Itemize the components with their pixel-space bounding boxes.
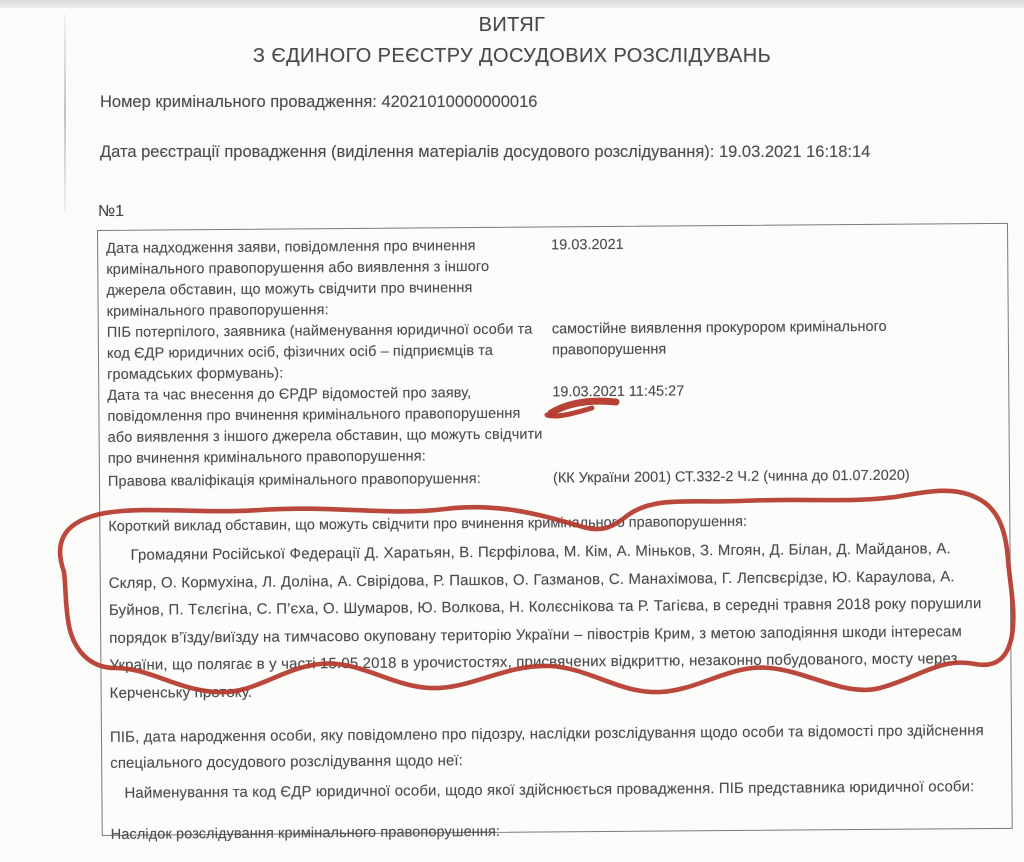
case-number-label: Номер кримінального провадження: xyxy=(100,93,377,111)
scan-top-edge xyxy=(0,0,1024,8)
table-row xyxy=(107,379,999,470)
row-value-legal-qualification: (КК України 2001) СТ.332-2 Ч.2 (чинна до 01.07.2020) xyxy=(552,467,910,487)
summary-section-header: Короткий виклад обставин, що можуть свідчити про вчинення кримінального правопорушення: xyxy=(108,513,748,535)
row-value-erdr-entry: 19.03.2021 11:45:27 xyxy=(552,383,685,401)
registration-label: Дата реєстрації провадження (виділення матеріалів досудового розслідування): xyxy=(100,143,715,161)
row-label-suspect: ПІБ, дата народження особи, яку повідомлено про підозру, наслідки розслідування щодо особи та відомості про здійснення спеціального досудового розслідування щодо неї: xyxy=(109,722,984,772)
table-row xyxy=(106,232,998,323)
row-label-victim: ПІБ потерпілого, заявника (найменування юридичної особи та код ЄДР юридичних осіб, фізичних осіб – підприємців та громадських формувань): xyxy=(106,321,533,383)
document-title xyxy=(0,10,1024,72)
row-label-intake-date: Дата надходження заяви, повідомлення про вчинення кримінального правопорушення або виявлення з іншого джерела обставин, що можуть свідчити про вчинення кримінального правопорушення: xyxy=(106,238,490,320)
record-number: №1 xyxy=(98,203,125,220)
table-row xyxy=(110,718,1001,777)
case-number-value: 42021010000000016 xyxy=(381,93,538,111)
case-number-line xyxy=(100,93,537,112)
row-label-legal-qualification: Правова кваліфікація кримінального правопорушення: xyxy=(107,470,481,490)
title-line-1: ВИТЯГ xyxy=(478,14,546,36)
title-line-2: З ЄДИНОГО РЕЄСТРУ ДОСУДОВИХ РОЗСЛІДУВАНЬ xyxy=(252,45,772,67)
table-row xyxy=(111,818,1002,846)
row-value-victim: самостійне виявлення прокурором кримінального правопорушення xyxy=(551,318,887,359)
row-label-erdr-entry: Дата та час внесення до ЄРДР відомостей про заяву, повідомлення про вчинення кримінального правопорушення або виявлення з іншого джерела обставин, що можуть свідчити про вчинення кримінального правопорушення: xyxy=(107,385,543,467)
table-row xyxy=(108,465,999,493)
row-label-outcome: Наслідок розслідування кримінального правопорушення: xyxy=(110,823,501,843)
registration-datetime: 19.03.2021 16:18:14 xyxy=(718,143,871,161)
table-row xyxy=(107,316,998,386)
registration-line xyxy=(100,138,1002,167)
summary-paragraph: Громадяни Російської Федерації Д. Харатьян, В. Пєрфілова, М. Кім, А. Міньков, З. Мгоян, Д. Білан, Д. Майданов, А. Скляр, О. Кормухіна, Л. Доліна, А. Свірідова, Р. Пашков, О. Газманов, С. Манахімова, Г. Лепсвєрідзе, Ю. Караулова, А. Буйнов, П. Тєлєгіна, С. П’єха, О. Шумаров, Ю. Волкова, Н. Колєснікова та Р. Тагієва, в середні травня 2018 року порушили порядок в’їзду/виїзду на тимчасово окуповану територію України – півострів Крим, з метою заподіяння шкоди інтересам України, що полягає в у часті 15.05.2018 в урочистостях, присвячених відкриттю, незаконно побудованого, мосту через Керченську протоку. xyxy=(108,540,982,702)
row-value-intake-date: 19.03.2021 xyxy=(551,236,624,254)
table-row xyxy=(110,774,1001,807)
case-details-table xyxy=(97,223,1013,843)
row-label-legal-entity: Найменування та код ЄДР юридичної особи, щодо якої здійснюється провадження. ПІБ представника юридичної особи: xyxy=(124,778,975,802)
